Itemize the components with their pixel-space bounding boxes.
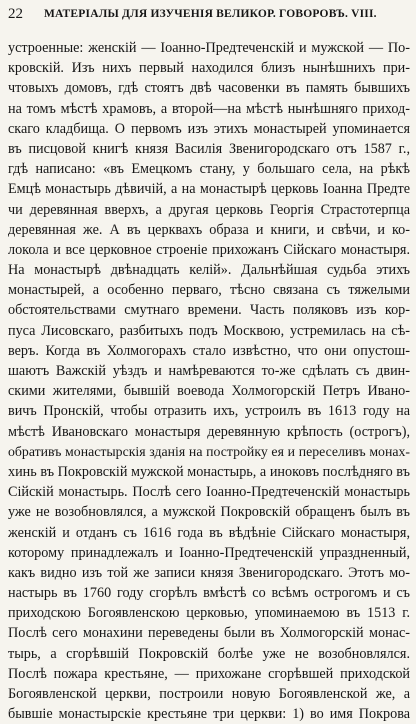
- text-line: локола и все церковное строеніе прихожанъ Сійскаго монастыря.: [8, 241, 410, 258]
- text-line: На монастырѣ двѣнадцать келій». Дальнѣйшая судьба этихъ: [8, 262, 410, 279]
- text-line: которому принадлежалъ и Іоанно-Предтеченскій упраздненный,: [8, 544, 410, 561]
- text-line: скими жителями, бывшій воевода Холмогорскій Петръ Ивано-: [8, 383, 410, 400]
- text-line: веръ. Когда въ Холмогорахъ стало извѣстно, что они опустош-: [8, 342, 410, 359]
- text-line: бывшіе монастырскіе крестьяне три церкви: 1) во имя Покрова: [8, 706, 410, 723]
- text-line: монастырей, а особенно перваго, тѣсно связана съ тяжелыми: [8, 282, 410, 299]
- text-line: въ писцовой книгѣ князя Василія Звенигородскаго отъ 1587 г.,: [8, 140, 410, 157]
- text-line: на томъ мѣстѣ храмовъ, а второй—на мѣстѣ нынѣшняго приход-: [8, 100, 410, 117]
- text-line: хинь въ Покровскій мужской монастырь, а иноковъ послѣдняго въ: [8, 463, 410, 480]
- text-line: устроенные: женскій — Іоанно-Предтеченскій и мужской — По-: [8, 40, 410, 56]
- text-line: Сійскій монастырь. Послѣ сего Іоанно-Предтеченскій монастырь: [8, 484, 410, 501]
- text-line: Емцѣ монастырь дѣвичій, а на монастырѣ церковь Іоанна Предте: [8, 181, 410, 198]
- text-line: деревянная же. А въ церквахъ образа и книги, и свѣчи, и ко-: [8, 221, 410, 238]
- text-line: пуса Лисовскаго, разбитыхъ подъ Москвою, устремилась на сѣ-: [8, 322, 410, 339]
- body-text: [8, 38, 410, 724]
- text-line: Послѣ сего монахини переведены были въ Холмогорскій монас-: [8, 625, 410, 642]
- text-line: тырь, а сгорѣвшій Покровскій болѣе уже не возобновлялся.: [8, 645, 410, 662]
- text-line: приходскою Богоявленскою церковью, упоминаемою въ 1513 г.: [8, 605, 410, 622]
- text-line: чи деревянная вверхъ, а другая церковь Георгія Страстотерпца: [8, 201, 410, 218]
- text-line: скаго кладбища. О первомъ изъ этихъ монастырей упоминается: [8, 120, 410, 137]
- page-number: 22: [8, 6, 23, 22]
- text-line: женскій и отданъ съ 1616 года въ вѣдѣніе Сійскаго монастыря,: [8, 524, 410, 541]
- text-line: вичъ Пронскій, чтобы отразить ихъ, устроилъ въ 1613 году на: [8, 403, 410, 420]
- running-head: [8, 4, 408, 24]
- text-line: Богоявленской церкви, построили новую Богоявленской же, а: [8, 686, 410, 702]
- text-line: мѣстѣ Ивановскаго монастыря деревянную крѣпость (острогъ),: [8, 423, 410, 440]
- text-line: кровскій. Изъ нихъ первый находился близъ нынѣшнихъ при-: [8, 60, 410, 77]
- text-line: гдѣ написано: «въ Емецкомъ стану, у большаго села, на рѣкѣ: [8, 161, 410, 178]
- text-line: шаютъ Важскій уѣздъ и намѣреваются то-же сдѣлать съ двин-: [8, 363, 410, 379]
- text-line: обстоятельствами смутнаго времени. Часть поляковъ изъ кор-: [8, 302, 410, 319]
- text-line: какъ видно изъ той же записи князя Звенигородскаго. Этотъ мо-: [8, 564, 410, 581]
- text-line: уже не возобновлялся, а мужской Покровскій обращенъ былъ въ: [8, 504, 410, 521]
- text-line: обративъ монастырскія зданія на постройку ея и переселивъ монах-: [8, 443, 410, 459]
- text-line: чтовыхъ домовъ, гдѣ стоятъ двѣ часовенки въ память бывшихъ: [8, 80, 410, 97]
- text-line: настырь въ 1760 году сгорѣлъ вмѣстѣ со всѣмъ острогомъ и съ: [8, 585, 410, 602]
- running-head-title: МАТЕРІАЛЫ ДЛЯ ИЗУЧЕНІЯ ВЕЛИКОР. ГОВОРОВЪ. VIII.: [44, 8, 377, 20]
- text-line: Послѣ пожара крестьяне, — прихожане сгорѣвшей приходской: [8, 665, 410, 682]
